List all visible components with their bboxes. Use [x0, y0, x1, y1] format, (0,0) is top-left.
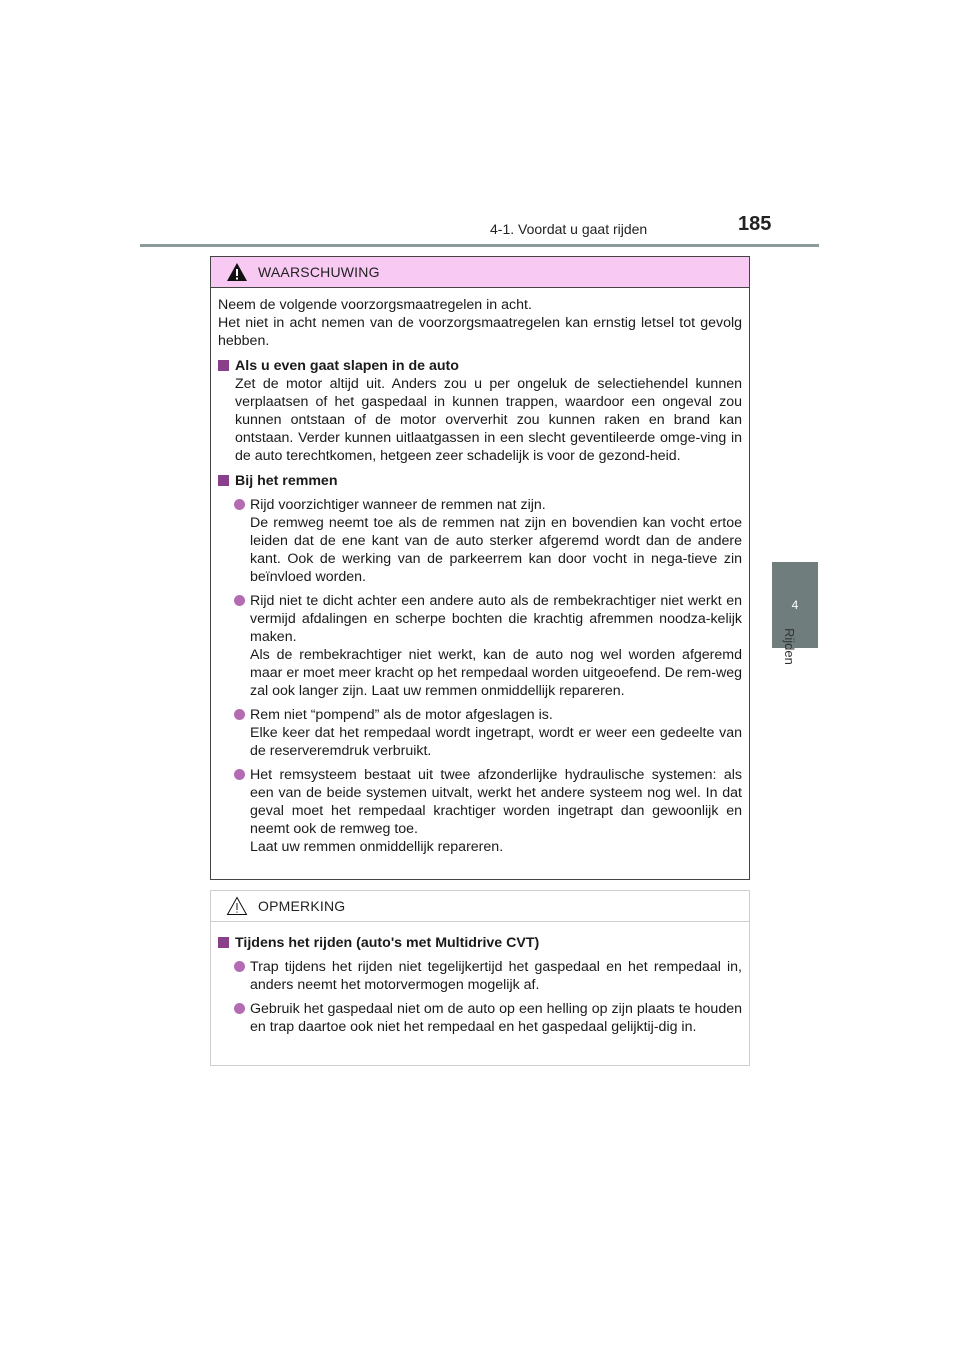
section-heading: Bij het remmen — [218, 472, 742, 490]
warning-triangle-icon — [226, 262, 248, 282]
notice-title: OPMERKING — [258, 898, 346, 914]
section-text: Zet de motor altijd uit. Anders zou u per ongeluk de selectiehendel kunnen verplaatsen of het gaspedaal in kunnen trappen, waardoor een ongeval zou kunnen ontstaan of de motor oververhit zou kunnen raken en brand kan ontstaan. Verder kunnen uitlaatgassen in een slecht geventileerde omge-ving in de auto terechtkomen, hetgeen zeer schadelijk is voor de gezond-heid. — [235, 376, 742, 464]
list-item: Het remsysteem bestaat uit twee afzonderlijke hydraulische systemen: als een van de beide systemen uitvalt, werkt het andere systeem nog wel. In dat geval moet het rempedaal krachtiger worden ingetrapt dan gewoonlijk en neemt ook de remweg toe. Laat uw remmen onmiddellijk repareren. — [218, 766, 742, 856]
warning-box — [210, 256, 750, 880]
round-bullet-icon — [234, 595, 245, 606]
notice-body — [211, 922, 749, 1036]
section-heading: Als u even gaat slapen in de auto — [218, 357, 742, 375]
list-item: Trap tijdens het rijden niet tegelijkertijd het gaspedaal en het rempedaal in, anders neemt het motorvermogen mogelijk af. — [218, 958, 742, 994]
square-bullet-icon — [218, 360, 229, 371]
warning-intro-line: Neem de volgende voorzorgsmaatregelen in acht. — [218, 297, 532, 313]
chapter-label: Rijden — [782, 628, 797, 665]
list-item: Rijd niet te dicht achter een andere auto als de rembekrachtiger niet werkt en vermijd afdalingen en scherpe bochten die krachtig afremmen noodza-kelijk maken. Als de rembekrachtiger niet werkt, kan de auto nog wel worden afgeremd maar er moet meer kracht op het rempedaal worden uitgeoefend. De rem-weg zal ook langer zijn. Laat uw remmen onmiddellijk repareren. — [218, 592, 742, 700]
chapter-number: 4 — [791, 598, 799, 612]
list-item: Gebruik het gaspedaal niet om de auto op een helling op zijn plaats te houden en trap daartoe ook niet het rempedaal en het gaspedaal gelijktij-dig in. — [218, 1000, 742, 1036]
list-item: Rijd voorzichtiger wanneer de remmen nat zijn. De remweg neemt toe als de remmen nat zijn en bovendien kan vocht ertoe leiden dat de ene kant van de auto sterker afgeremd wordt dan de andere kant. Ook de werking van de parkeerrem kan door vocht in nega-tieve zin beïnvloed worden. — [218, 496, 742, 586]
header-divider — [140, 244, 819, 247]
page-number: 185 — [738, 213, 772, 235]
warning-intro-line: Het niet in acht nemen van de voorzorgsmaatregelen kan ernstig letsel tot gevolg hebben. — [218, 315, 742, 349]
list-item: Rem niet “pompend” als de motor afgeslagen is. Elke keer dat het rempedaal wordt ingetrapt, wordt er weer een gedeelte van de reserveremdruk verbruikt. — [218, 706, 742, 760]
warning-body — [211, 288, 749, 856]
round-bullet-icon — [234, 709, 245, 720]
square-bullet-icon — [218, 475, 229, 486]
round-bullet-icon — [234, 1003, 245, 1014]
round-bullet-icon — [234, 499, 245, 510]
warning-header — [211, 257, 749, 288]
round-bullet-icon — [234, 769, 245, 780]
warning-title: WAARSCHUWING — [258, 264, 380, 280]
notice-header — [211, 891, 749, 922]
section-heading: Tijdens het rijden (auto's met Multidrive CVT) — [218, 934, 742, 952]
round-bullet-icon — [234, 961, 245, 972]
section-title: 4-1. Voordat u gaat rijden — [490, 221, 648, 237]
caution-triangle-icon — [226, 896, 248, 916]
notice-box — [210, 890, 750, 1066]
square-bullet-icon — [218, 937, 229, 948]
